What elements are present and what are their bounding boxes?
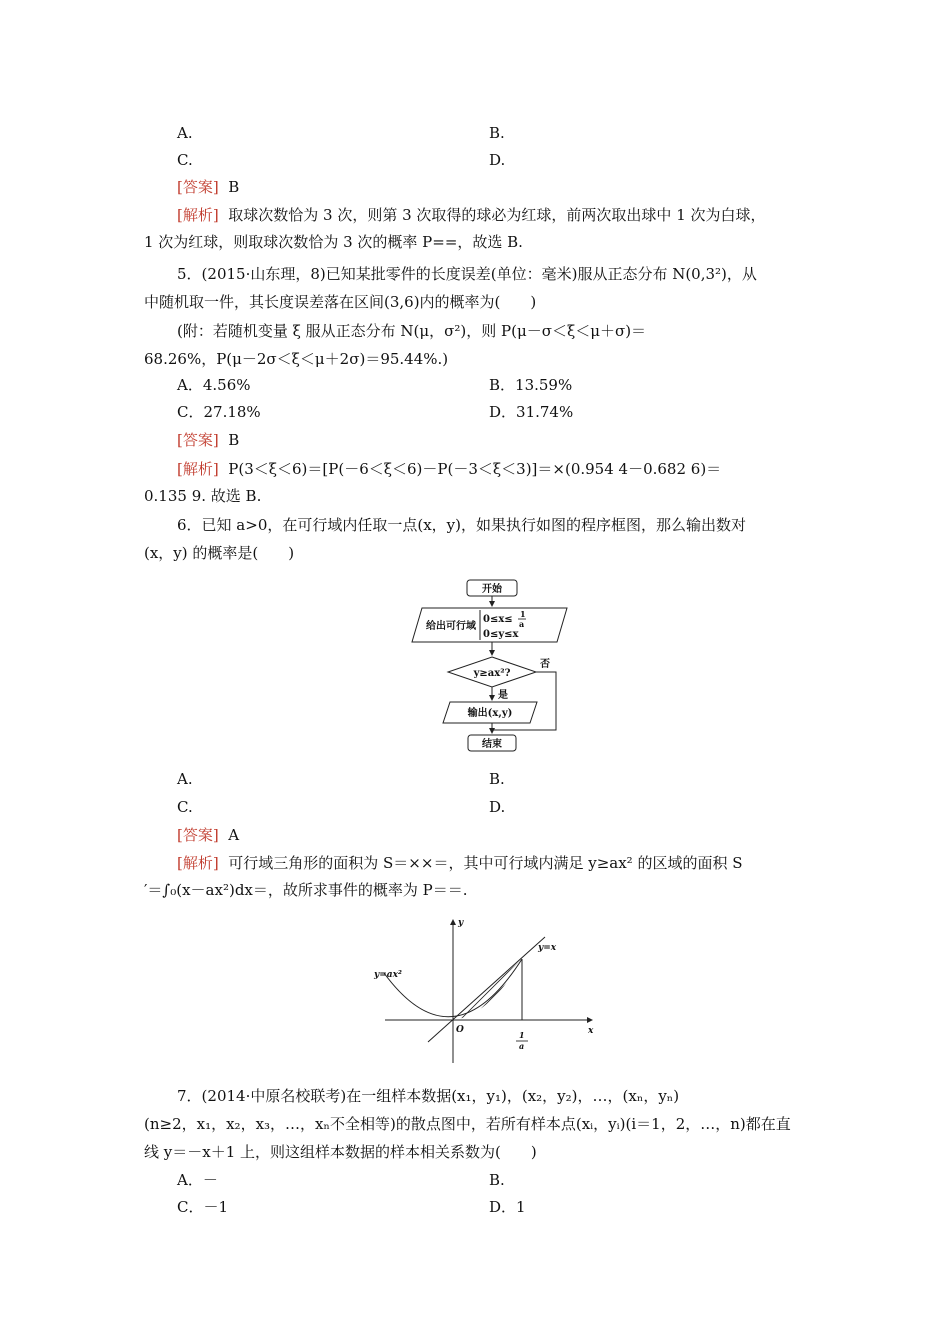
q7-stem-line-3: 线 y＝－x＋1 上，则这组样本数据的样本相关系数为( ) [144, 1143, 537, 1161]
q7-option-a: A．－ [177, 1171, 218, 1189]
q5-stem-line-1: 5．(2015·山东理，8)已知某批零件的长度误差(单位：毫米)服从正态分布 N(0,3²)，从 [177, 265, 757, 283]
q6-answer [177, 825, 239, 845]
line-y-eq-x [428, 937, 545, 1042]
q5-note-line-1: (附：若随机变量 ξ 服从正态分布 N(μ，σ²)，则 P(μ－σ＜ξ＜μ＋σ)＝ [177, 322, 647, 340]
graph-tick-num: 1 [519, 1030, 525, 1040]
q4-option-b: B. [489, 124, 505, 142]
graph-x-label: x [588, 1026, 594, 1036]
analysis-text: 取球次数恰为 3 次，则第 3 次取得的球必为红球，前两次取出球中 1 次为白球， [228, 206, 766, 224]
q4-option-c: C. [177, 151, 193, 169]
graph-y-label: y [458, 918, 464, 928]
q6-stem-line-1: 6．已知 a>0，在可行域内任取一点(x，y)，如果执行如图的程序框图，那么输出数对 [177, 516, 747, 534]
graph-curve-label: y=ax² [374, 970, 402, 980]
q5-option-c: C．27.18% [177, 403, 261, 421]
q4-analysis-line-2: 1 次为红球，则取球次数恰为 3 次的概率 P==，故选 B. [144, 233, 523, 251]
q5-option-d: D．31.74% [489, 403, 574, 421]
q5-analysis-line-2: 0.135 9. 故选 B. [144, 487, 262, 505]
graph-line-label: y=x [538, 943, 557, 953]
answer-value: A [228, 826, 240, 844]
analysis-text: 可行域三角形的面积为 S＝××＝，其中可行域内满足 y≥ax² 的区域的面积 S [228, 854, 743, 872]
q6-option-d: D. [489, 798, 506, 816]
answer-tag: [答案] [177, 178, 219, 196]
q4-option-d: D. [489, 151, 506, 169]
q5-option-a: A．4.56% [177, 376, 251, 394]
flow-give-region-label: 给出可行域 [426, 621, 476, 632]
q6-analysis-line-2: ′＝∫₀(x－ax²)dx＝，故所求事件的概率为 P＝＝. [144, 881, 468, 899]
q7-option-d: D．1 [489, 1198, 526, 1216]
flow-end-label: 结束 [482, 739, 502, 750]
flow-start-label: 开始 [482, 584, 502, 595]
analysis-tag: [解析] [177, 206, 219, 224]
q7-option-c: C．－1 [177, 1198, 229, 1216]
answer-tag: [答案] [177, 431, 219, 449]
q5-analysis-line-1 [177, 459, 721, 479]
parabola-line-graph [370, 915, 600, 1065]
q4-analysis-line-1 [177, 205, 766, 225]
q5-answer [177, 430, 239, 450]
q6-analysis-line-1 [177, 853, 743, 873]
q6-stem-line-2: (x，y) 的概率是( ) [144, 544, 295, 562]
analysis-tag: [解析] [177, 460, 219, 478]
flow-cond-1: 0≤x≤ [483, 614, 513, 625]
q6-option-b: B. [489, 770, 505, 788]
graph-origin-label: O [456, 1025, 464, 1035]
flow-cond-2: 0≤y≤x [483, 629, 519, 640]
q7-stem-line-2: (n≥2，x₁，x₂，x₃，…，xₙ不全相等)的散点图中，若所有样本点(xᵢ，yᵢ)(i＝1，2，…，n)都在直 [144, 1115, 791, 1133]
q4-option-a: A. [177, 124, 193, 142]
flow-no-label: 否 [540, 659, 550, 670]
graph-tick-den: a [519, 1041, 525, 1051]
q7-option-b: B. [489, 1171, 505, 1189]
flow-cond-1-den: a [519, 619, 525, 629]
q5-stem-line-2: 中随机取一件，其长度误差落在区间(3,6)内的概率为( ) [144, 293, 537, 311]
shaded-region [440, 950, 580, 1030]
answer-value: B [228, 178, 240, 196]
flow-decision-label: y≥ax²? [473, 668, 511, 679]
flow-cond-1-num: 1 [520, 609, 526, 619]
answer-value: B [228, 431, 240, 449]
q5-note-line-2: 68.26%，P(μ－2σ＜ξ＜μ＋2σ)＝95.44%.) [144, 350, 449, 368]
program-flowchart [410, 574, 570, 759]
q5-option-b: B．13.59% [489, 376, 573, 394]
answer-tag: [答案] [177, 826, 219, 844]
q6-option-c: C. [177, 798, 193, 816]
analysis-text: P(3＜ξ＜6)＝[P(－6＜ξ＜6)－P(－3＜ξ＜3)]＝×(0.954 4－0.682 6)＝ [228, 460, 722, 478]
q6-option-a: A. [177, 770, 193, 788]
flow-yes-label: 是 [498, 690, 508, 701]
flow-output-label: 输出(x,y) [467, 708, 513, 719]
q7-stem-line-1: 7．(2014·中原名校联考)在一组样本数据(x₁，y₁)，(x₂，y₂)，…，(xₙ，yₙ) [177, 1087, 680, 1105]
analysis-tag: [解析] [177, 854, 219, 872]
q4-answer [177, 177, 239, 197]
